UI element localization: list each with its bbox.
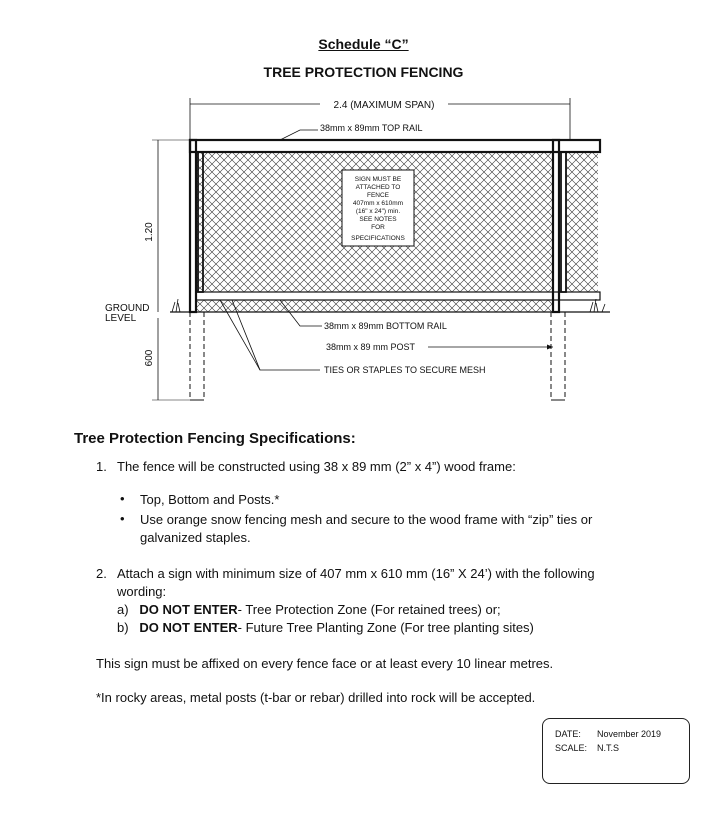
bottom-rail-label: 38mm x 89mm BOTTOM RAIL	[324, 321, 447, 331]
item-1-number: 1.	[96, 459, 107, 474]
rocky-areas-note: *In rocky areas, metal posts (t-bar or rebar) drilled into rock will be accepted.	[96, 690, 536, 705]
sub-item-b-bold: DO NOT ENTER	[139, 620, 238, 635]
top-rail-leader	[280, 130, 318, 140]
scale-label: SCALE:	[555, 743, 588, 753]
depth-label: 600	[144, 349, 155, 367]
item-1-text: The fence will be constructed using 38 x 89 mm (2” x 4”) wood frame:	[117, 459, 516, 474]
bullet-glyph: •	[120, 491, 125, 506]
item-2-text-cont: wording:	[117, 584, 167, 599]
post-right-outer	[553, 140, 559, 312]
svg-text:SIGN MUST BE: SIGN MUST BE	[354, 176, 402, 183]
sub-item-b-text: - Future Tree Planting Zone (For tree planting sites)	[237, 620, 534, 635]
date-value: November 2019	[597, 729, 662, 739]
post-label: 38mm x 89 mm POST	[326, 342, 416, 352]
bullet-glyph: •	[120, 511, 125, 526]
span-label: 2.4 (MAXIMUM SPAN)	[333, 100, 435, 111]
svg-text:SPECIFICATIONS: SPECIFICATIONS	[351, 235, 405, 242]
scale-value: N.T.S	[597, 743, 620, 753]
bottom-rail	[196, 292, 600, 300]
svg-text:FENCE: FENCE	[366, 192, 390, 199]
sub-item-a-bold: DO NOT ENTER	[139, 602, 238, 617]
svg-text:ATTACHED TO: ATTACHED TO	[355, 184, 401, 191]
sub-item-a-label: a)	[117, 602, 129, 617]
item-2-number: 2.	[96, 566, 107, 581]
fence-diagram	[0, 90, 727, 410]
bullet-2-text: Use orange snow fencing mesh and secure to the wood frame with “zip” ties or	[140, 512, 593, 527]
title-block	[542, 718, 690, 784]
bullet-1-text: Top, Bottom and Posts.*	[140, 492, 280, 507]
schedule-title: Schedule “C”	[318, 36, 409, 52]
sub-item-b-label: b)	[117, 620, 129, 635]
ground-level-label: LEVEL	[105, 313, 137, 324]
sub-item-a-text: - Tree Protection Zone (For retained trees) or;	[237, 602, 501, 617]
item-2-text: Attach a sign with minimum size of 407 mm x 610 mm (16” X 24’) with the following	[117, 566, 595, 581]
ground-level-label: GROUND	[105, 303, 150, 314]
bullet-2-text-cont: galvanized staples.	[140, 530, 251, 545]
post-left-outer	[190, 140, 196, 312]
page-title: TREE PROTECTION FENCING	[263, 64, 464, 80]
affix-note: This sign must be affixed on every fence face or at least every 10 linear metres.	[96, 656, 554, 671]
specifications-heading: Tree Protection Fencing Specifications:	[74, 430, 356, 447]
ties-label: TIES OR STAPLES TO SECURE MESH	[324, 365, 486, 375]
post-left-buried	[190, 312, 204, 400]
post-right-buried	[551, 312, 565, 400]
date-label: DATE:	[555, 729, 581, 739]
height-label: 1.20	[144, 222, 155, 242]
post-right-inner	[561, 152, 566, 292]
mesh-panel-next	[566, 152, 598, 292]
top-rail	[190, 140, 600, 152]
top-rail-label: 38mm x 89mm TOP RAIL	[320, 123, 423, 133]
svg-text:407mm x 610mm: 407mm x 610mm	[352, 200, 404, 207]
svg-text:FOR: FOR	[371, 224, 385, 231]
sub-item-b	[117, 619, 534, 636]
sub-item-a	[117, 601, 501, 618]
svg-text:SEE NOTES: SEE NOTES	[359, 216, 397, 223]
svg-text:(16" x 24") min.: (16" x 24") min.	[355, 208, 401, 215]
